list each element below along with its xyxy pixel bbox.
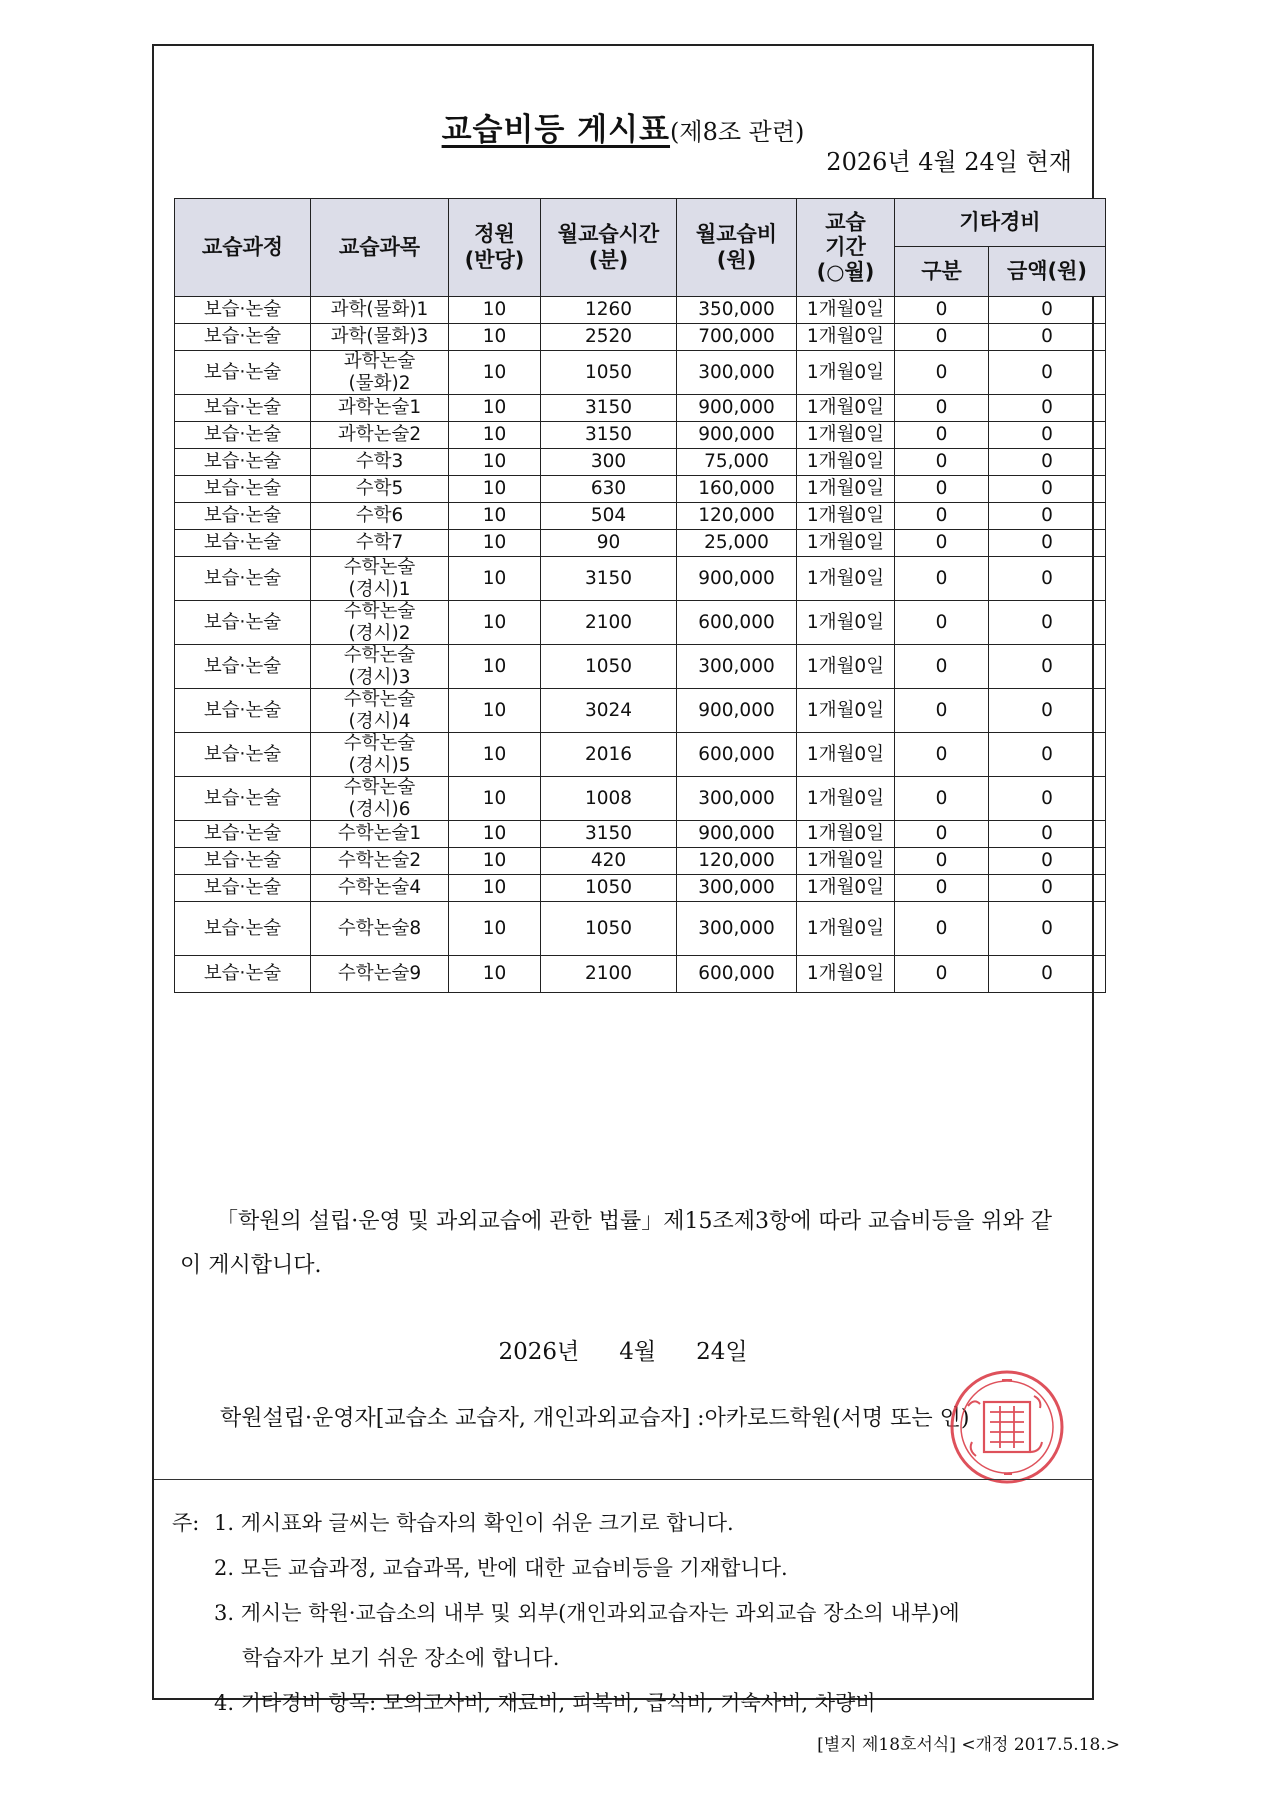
- other-amount-cell: 0: [989, 645, 1106, 689]
- other-type-cell: 0: [895, 777, 989, 821]
- table-row: [175, 689, 1106, 733]
- table-row: [175, 449, 1106, 476]
- fee-cell: 700,000: [677, 324, 797, 351]
- subject-cell: [311, 689, 449, 733]
- subject-cell: [311, 422, 449, 449]
- document-frame: [152, 44, 1094, 1715]
- note-3-continued: 학습자가 보기 쉬운 장소에 합니다.: [242, 1646, 560, 1670]
- other-amount-cell: 0: [989, 777, 1106, 821]
- other-amount-cell: 0: [989, 530, 1106, 557]
- operator-line: 학원설립·운영자[교습소 교습자, 개인과외교습자] :아카로드학원(서명 또는 인): [220, 1406, 970, 1431]
- other-type-cell: 0: [895, 848, 989, 875]
- minutes-cell: 420: [541, 848, 677, 875]
- table-row: [175, 902, 1106, 956]
- course-cell: 보습·논술: [175, 645, 311, 689]
- other-amount-cell: 0: [989, 733, 1106, 777]
- subject-line: (경시)6: [348, 798, 411, 820]
- minutes-cell: 1050: [541, 875, 677, 902]
- other-type-cell: 0: [895, 902, 989, 956]
- subject-cell: [311, 601, 449, 645]
- period-cell: 1개월0일: [797, 777, 895, 821]
- period-cell: 1개월0일: [797, 645, 895, 689]
- other-type-cell: 0: [895, 324, 989, 351]
- header-monthly-fee: 월교습비 (원): [677, 199, 797, 297]
- capacity-cell: 10: [449, 449, 541, 476]
- other-amount-cell: 0: [989, 297, 1106, 324]
- subject-line: 수학5: [355, 478, 404, 500]
- form-footer: [별지 제18호서식] <개정 2017.5.18.>: [817, 1735, 1120, 1755]
- other-type-cell: 0: [895, 875, 989, 902]
- minutes-cell: 1008: [541, 777, 677, 821]
- capacity-cell: 10: [449, 821, 541, 848]
- period-cell: 1개월0일: [797, 733, 895, 777]
- minutes-cell: 2100: [541, 601, 677, 645]
- table-row: [175, 956, 1106, 993]
- other-type-cell: 0: [895, 733, 989, 777]
- fee-cell: 900,000: [677, 689, 797, 733]
- table-row: [175, 821, 1106, 848]
- course-cell: 보습·논술: [175, 395, 311, 422]
- capacity-cell: 10: [449, 422, 541, 449]
- course-cell: 보습·논술: [175, 875, 311, 902]
- fee-cell: 900,000: [677, 557, 797, 601]
- table-row: [175, 601, 1106, 645]
- note-2: 2. 모든 교습과정, 교습과목, 반에 대한 교습비등을 기재합니다.: [214, 1556, 788, 1580]
- subject-line: (물화)2: [348, 372, 411, 394]
- capacity-cell: 10: [449, 503, 541, 530]
- capacity-cell: 10: [449, 395, 541, 422]
- capacity-cell: 10: [449, 848, 541, 875]
- official-seal-stamp: [946, 1366, 1068, 1488]
- header-course: 교습과정: [175, 199, 311, 297]
- header-monthly-minutes: 월교습시간 (분): [541, 199, 677, 297]
- fee-cell: 300,000: [677, 645, 797, 689]
- course-cell: 보습·논술: [175, 733, 311, 777]
- capacity-cell: 10: [449, 476, 541, 503]
- fee-cell: 600,000: [677, 601, 797, 645]
- other-amount-cell: 0: [989, 956, 1106, 993]
- fee-cell: 350,000: [677, 297, 797, 324]
- table-row: [175, 395, 1106, 422]
- period-cell: 1개월0일: [797, 557, 895, 601]
- capacity-cell: 10: [449, 324, 541, 351]
- course-cell: 보습·논술: [175, 821, 311, 848]
- other-type-cell: 0: [895, 422, 989, 449]
- table-row: [175, 324, 1106, 351]
- course-cell: 보습·논술: [175, 422, 311, 449]
- other-type-cell: 0: [895, 476, 989, 503]
- sign-month: 4월: [619, 1339, 657, 1365]
- minutes-cell: 3150: [541, 422, 677, 449]
- fee-cell: 300,000: [677, 875, 797, 902]
- other-type-cell: 0: [895, 297, 989, 324]
- course-cell: 보습·논술: [175, 557, 311, 601]
- subject-line: 과학논술: [343, 351, 416, 373]
- other-amount-cell: 0: [989, 395, 1106, 422]
- minutes-cell: 300: [541, 449, 677, 476]
- period-cell: 1개월0일: [797, 324, 895, 351]
- capacity-cell: 10: [449, 601, 541, 645]
- note-4: 4. 기타경비 항목: 모의고사비, 재료비, 피복비, 급식비, 기숙사비, 차량비: [214, 1691, 876, 1715]
- notes-prefix: 주:: [172, 1511, 200, 1535]
- capacity-cell: 10: [449, 875, 541, 902]
- subject-cell: [311, 821, 449, 848]
- fee-cell: 160,000: [677, 476, 797, 503]
- fee-table: [174, 198, 1106, 993]
- header-other-amount: 금액(원): [989, 247, 1106, 297]
- note-3: 3. 게시는 학원·교습소의 내부 및 외부(개인과외교습자는 과외교습 장소의 내부)에: [214, 1601, 960, 1625]
- course-cell: 보습·논술: [175, 324, 311, 351]
- subject-cell: [311, 351, 449, 395]
- subject-line: 수학논술: [343, 689, 416, 711]
- other-amount-cell: 0: [989, 449, 1106, 476]
- minutes-cell: 504: [541, 503, 677, 530]
- fee-cell: 75,000: [677, 449, 797, 476]
- course-cell: 보습·논술: [175, 956, 311, 993]
- minutes-cell: 3150: [541, 821, 677, 848]
- fee-cell: 900,000: [677, 821, 797, 848]
- minutes-cell: 1050: [541, 351, 677, 395]
- other-type-cell: 0: [895, 821, 989, 848]
- subject-line: 수학논술4: [337, 877, 422, 899]
- period-cell: 1개월0일: [797, 395, 895, 422]
- other-amount-cell: 0: [989, 503, 1106, 530]
- minutes-cell: 2100: [541, 956, 677, 993]
- subject-cell: [311, 848, 449, 875]
- other-type-cell: 0: [895, 689, 989, 733]
- other-amount-cell: 0: [989, 601, 1106, 645]
- subject-line: (경시)4: [348, 710, 411, 732]
- other-amount-cell: 0: [989, 848, 1106, 875]
- subject-line: 수학6: [355, 505, 404, 527]
- minutes-cell: 90: [541, 530, 677, 557]
- subject-line: 과학(물화)3: [330, 326, 429, 348]
- subject-line: 과학논술1: [337, 397, 422, 419]
- subject-line: 수학7: [355, 532, 404, 554]
- period-cell: 1개월0일: [797, 821, 895, 848]
- subject-cell: [311, 503, 449, 530]
- other-type-cell: 0: [895, 530, 989, 557]
- course-cell: 보습·논술: [175, 351, 311, 395]
- other-type-cell: 0: [895, 601, 989, 645]
- table-row: [175, 777, 1106, 821]
- minutes-cell: 630: [541, 476, 677, 503]
- course-cell: 보습·논술: [175, 476, 311, 503]
- table-row: [175, 503, 1106, 530]
- table-row: [175, 351, 1106, 395]
- header-capacity: 정원 (반당): [449, 199, 541, 297]
- sign-day: 24일: [696, 1339, 748, 1365]
- course-cell: 보습·논술: [175, 902, 311, 956]
- statement: 「학원의 설립·운영 및 과외교습에 관한 법률」제15조제3항에 따라 교습비등을 위와 같이 게시합니다.: [180, 1209, 1052, 1278]
- course-cell: 보습·논술: [175, 777, 311, 821]
- title-main: 교습비등 게시표: [441, 112, 671, 148]
- subject-line: (경시)1: [348, 578, 411, 600]
- table-row: [175, 422, 1106, 449]
- other-type-cell: 0: [895, 449, 989, 476]
- current-date: 2026년 4월 24일 현재: [826, 148, 1072, 176]
- period-cell: 1개월0일: [797, 351, 895, 395]
- subject-line: 수학논술: [343, 601, 416, 623]
- fee-cell: 300,000: [677, 351, 797, 395]
- minutes-cell: 3024: [541, 689, 677, 733]
- period-cell: 1개월0일: [797, 297, 895, 324]
- capacity-cell: 10: [449, 956, 541, 993]
- other-amount-cell: 0: [989, 324, 1106, 351]
- fee-table-body: [175, 297, 1106, 993]
- subject-line: 수학논술: [343, 557, 416, 579]
- fee-cell: 120,000: [677, 848, 797, 875]
- table-row: [175, 297, 1106, 324]
- subject-line: 수학논술: [343, 645, 416, 667]
- other-type-cell: 0: [895, 351, 989, 395]
- course-cell: 보습·논술: [175, 601, 311, 645]
- fee-cell: 300,000: [677, 902, 797, 956]
- course-cell: 보습·논술: [175, 449, 311, 476]
- other-type-cell: 0: [895, 645, 989, 689]
- subject-line: (경시)5: [348, 754, 411, 776]
- subject-cell: [311, 297, 449, 324]
- period-cell: 1개월0일: [797, 848, 895, 875]
- subject-cell: [311, 557, 449, 601]
- title-sub: (제8조 관련): [670, 118, 805, 146]
- header-period: 교습 기간 (○월): [797, 199, 895, 297]
- period-cell: 1개월0일: [797, 503, 895, 530]
- subject-line: 수학논술9: [337, 963, 422, 985]
- subject-cell: [311, 449, 449, 476]
- period-cell: 1개월0일: [797, 956, 895, 993]
- capacity-cell: 10: [449, 902, 541, 956]
- subject-line: 수학논술1: [337, 823, 422, 845]
- subject-line: 과학논술2: [337, 424, 422, 446]
- header-other-expenses: 기타경비: [895, 199, 1106, 247]
- capacity-cell: 10: [449, 733, 541, 777]
- capacity-cell: 10: [449, 351, 541, 395]
- minutes-cell: 3150: [541, 557, 677, 601]
- minutes-cell: 1050: [541, 902, 677, 956]
- other-amount-cell: 0: [989, 422, 1106, 449]
- subject-cell: [311, 875, 449, 902]
- table-row: [175, 476, 1106, 503]
- fee-cell: 120,000: [677, 503, 797, 530]
- table-row: [175, 530, 1106, 557]
- subject-line: 수학논술: [343, 733, 416, 755]
- course-cell: 보습·논술: [175, 848, 311, 875]
- subject-cell: [311, 530, 449, 557]
- minutes-cell: 2016: [541, 733, 677, 777]
- subject-line: (경시)3: [348, 666, 411, 688]
- table-row: [175, 557, 1106, 601]
- period-cell: 1개월0일: [797, 476, 895, 503]
- table-row: [175, 645, 1106, 689]
- course-cell: 보습·논술: [175, 503, 311, 530]
- subject-cell: [311, 956, 449, 993]
- subject-cell: [311, 902, 449, 956]
- other-amount-cell: 0: [989, 557, 1106, 601]
- subject-line: 수학논술2: [337, 850, 422, 872]
- header-other-type: 구분: [895, 247, 989, 297]
- fee-cell: 600,000: [677, 956, 797, 993]
- capacity-cell: 10: [449, 530, 541, 557]
- subject-line: (경시)2: [348, 622, 411, 644]
- fee-cell: 900,000: [677, 422, 797, 449]
- period-cell: 1개월0일: [797, 689, 895, 733]
- course-cell: 보습·논술: [175, 297, 311, 324]
- table-row: [175, 733, 1106, 777]
- other-type-cell: 0: [895, 395, 989, 422]
- capacity-cell: 10: [449, 689, 541, 733]
- sign-year: 2026년: [498, 1339, 580, 1365]
- minutes-cell: 1050: [541, 645, 677, 689]
- subject-line: 과학(물화)1: [330, 299, 429, 321]
- subject-cell: [311, 777, 449, 821]
- subject-line: 수학3: [355, 451, 404, 473]
- other-amount-cell: 0: [989, 476, 1106, 503]
- period-cell: 1개월0일: [797, 902, 895, 956]
- subject-cell: [311, 395, 449, 422]
- other-amount-cell: 0: [989, 902, 1106, 956]
- fee-cell: 25,000: [677, 530, 797, 557]
- capacity-cell: 10: [449, 777, 541, 821]
- other-type-cell: 0: [895, 503, 989, 530]
- capacity-cell: 10: [449, 557, 541, 601]
- period-cell: 1개월0일: [797, 449, 895, 476]
- minutes-cell: 1260: [541, 297, 677, 324]
- minutes-cell: 3150: [541, 395, 677, 422]
- subject-cell: [311, 324, 449, 351]
- other-amount-cell: 0: [989, 689, 1106, 733]
- fee-cell: 600,000: [677, 733, 797, 777]
- other-type-cell: 0: [895, 956, 989, 993]
- subject-cell: [311, 476, 449, 503]
- other-amount-cell: 0: [989, 351, 1106, 395]
- period-cell: 1개월0일: [797, 530, 895, 557]
- period-cell: 1개월0일: [797, 875, 895, 902]
- period-cell: 1개월0일: [797, 601, 895, 645]
- other-amount-cell: 0: [989, 875, 1106, 902]
- period-cell: 1개월0일: [797, 422, 895, 449]
- table-row: [175, 848, 1106, 875]
- other-amount-cell: 0: [989, 821, 1106, 848]
- subject-cell: [311, 645, 449, 689]
- sign-date: [154, 1333, 1092, 1366]
- course-cell: 보습·논술: [175, 689, 311, 733]
- subject-line: 수학논술8: [337, 917, 422, 939]
- notes-section: [172, 1501, 1082, 1726]
- capacity-cell: 10: [449, 297, 541, 324]
- capacity-cell: 10: [449, 645, 541, 689]
- fee-cell: 300,000: [677, 777, 797, 821]
- minutes-cell: 2520: [541, 324, 677, 351]
- other-type-cell: 0: [895, 557, 989, 601]
- divider-line: [154, 1479, 1092, 1480]
- fee-cell: 900,000: [677, 395, 797, 422]
- header-subject: 교습과목: [311, 199, 449, 297]
- course-cell: 보습·논술: [175, 530, 311, 557]
- subject-cell: [311, 733, 449, 777]
- subject-line: 수학논술: [343, 777, 416, 799]
- note-1: 주: 1. 게시표와 글씨는 학습자의 확인이 쉬운 크기로 합니다.: [172, 1501, 1082, 1546]
- table-row: [175, 875, 1106, 902]
